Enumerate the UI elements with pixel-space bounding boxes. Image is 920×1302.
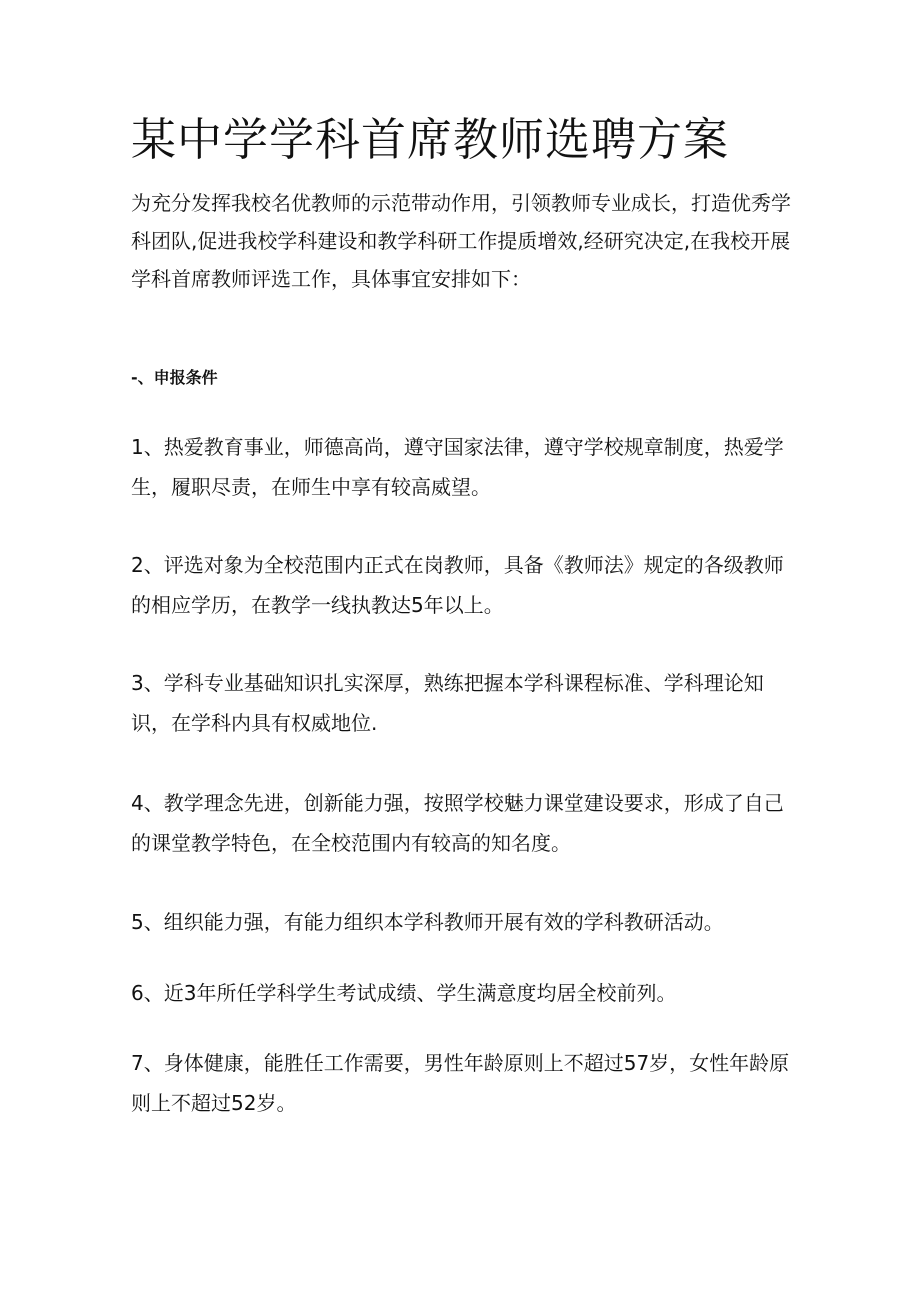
condition-item-6: 6、近3年所任学科学生考试成绩、学生满意度均居全校前列。 — [131, 981, 677, 1005]
intro-paragraph: 为充分发挥我校名优教师的示范带动作用，引领教师专业成长，打造优秀学科团队,促进我校学科建设和教学科研工作提质增效,经研究决定,在我校开展学科首席教师评选工作，具体事宜安排如下： — [131, 191, 791, 291]
condition-item-7: 7、身体健康，能胜任工作需要，男性年龄原则上不超过57岁，女性年龄原则上不超过52岁。 — [131, 1051, 790, 1115]
condition-item-1: 1、热爱教育事业，师德高尚，遵守国家法律，遵守学校规章制度，热爱学生，履职尽责，在师生中享有较高威望。 — [131, 435, 784, 499]
condition-item-3: 3、学科专业基础知识扎实深厚，熟练把握本学科课程标准、学科理论知识，在学科内具有权威地位. — [131, 671, 764, 735]
condition-item-5: 5、组织能力强，有能力组织本学科教师开展有效的学科教研活动。 — [131, 910, 724, 934]
condition-item-2: 2、评选对象为全校范围内正式在岗教师，具备《教师法》规定的各级教师的相应学历，在教学一线执教达5年以上。 — [131, 553, 784, 617]
section-heading: -、申报条件 — [131, 368, 218, 387]
condition-item-4: 4、教学理念先进，创新能力强，按照学校魅力课堂建设要求，形成了自己的课堂教学特色，在全校范围内有较高的知名度。 — [131, 791, 784, 855]
document-title: 某中学学科首席教师选聘方案 — [131, 113, 730, 166]
